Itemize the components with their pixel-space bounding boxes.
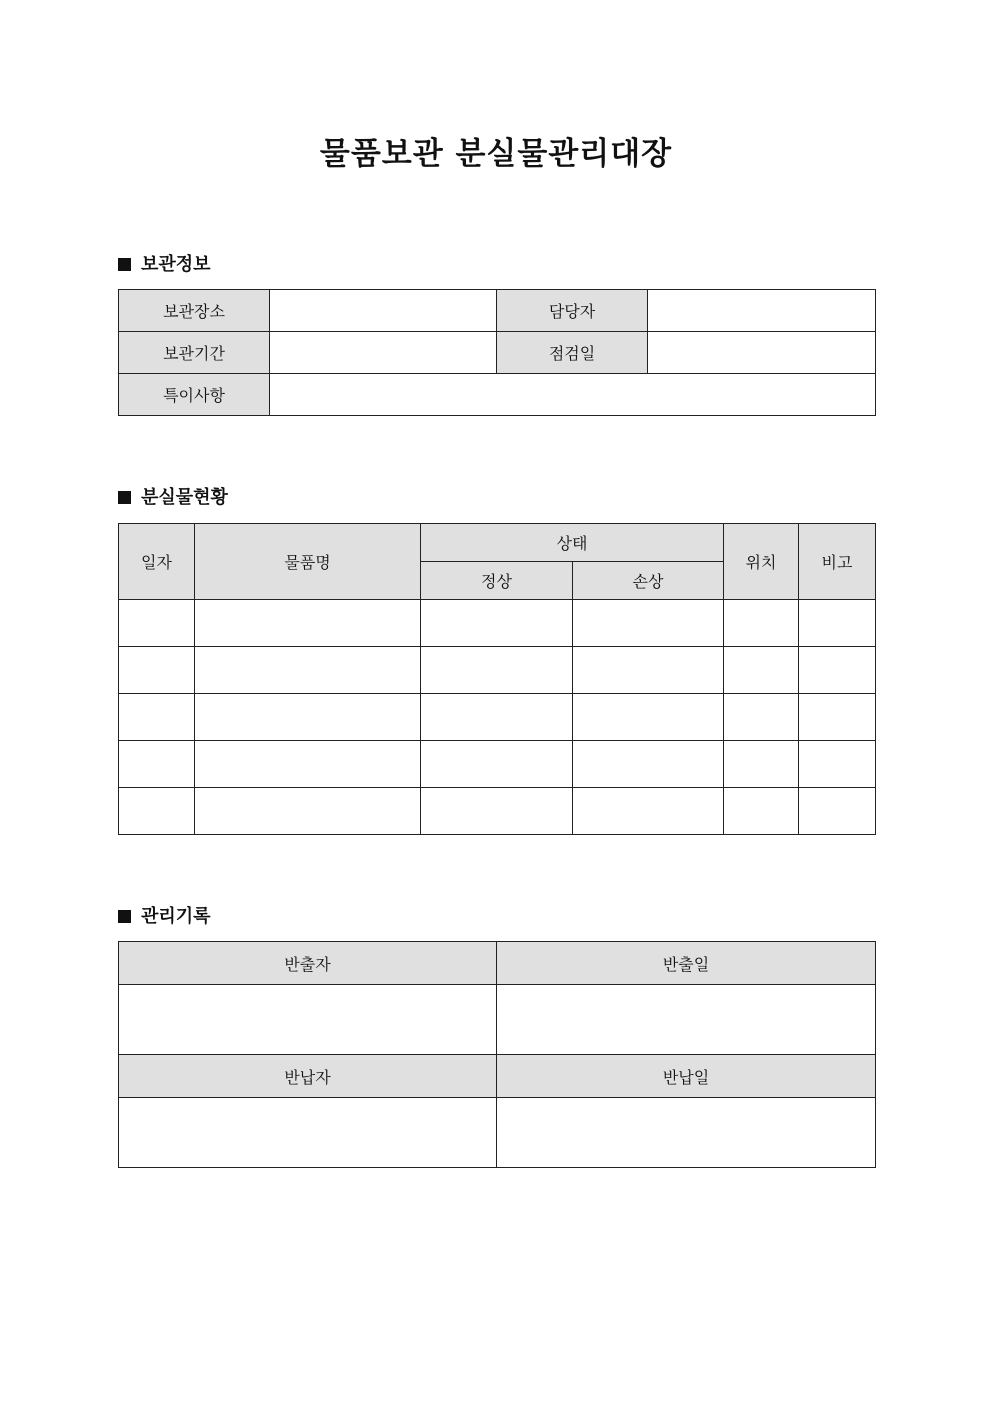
location-cell[interactable] bbox=[724, 694, 799, 741]
inspection-date-field[interactable] bbox=[648, 332, 876, 374]
management-record-table bbox=[118, 941, 876, 1168]
col-header-condition: 상태 bbox=[421, 524, 724, 562]
location-cell[interactable] bbox=[724, 788, 799, 835]
table-row bbox=[119, 694, 876, 741]
record-header-row bbox=[119, 1055, 876, 1098]
lost-section-title: 분실물현황 bbox=[141, 487, 228, 508]
damaged-cell[interactable] bbox=[573, 647, 724, 694]
remarks-label: 특이사항 bbox=[119, 374, 270, 416]
damaged-cell[interactable] bbox=[573, 694, 724, 741]
storage-info-row bbox=[119, 374, 876, 416]
checkout-person-label: 반출자 bbox=[119, 942, 497, 985]
note-cell[interactable] bbox=[799, 647, 876, 694]
storage-period-label: 보관기간 bbox=[119, 332, 270, 374]
storage-location-label: 보관장소 bbox=[119, 290, 270, 332]
lost-section-heading bbox=[118, 485, 228, 511]
normal-cell[interactable] bbox=[421, 741, 573, 788]
col-header-normal: 정상 bbox=[421, 562, 573, 600]
return-date-label: 반납일 bbox=[497, 1055, 876, 1098]
storage-period-field[interactable] bbox=[270, 332, 497, 374]
col-header-note: 비고 bbox=[799, 524, 876, 600]
date-cell[interactable] bbox=[119, 788, 195, 835]
storage-location-field[interactable] bbox=[270, 290, 497, 332]
date-cell[interactable] bbox=[119, 694, 195, 741]
table-row bbox=[119, 741, 876, 788]
checkout-person-field[interactable] bbox=[119, 985, 497, 1055]
damaged-cell[interactable] bbox=[573, 788, 724, 835]
document-title: 물품보관 분실물관리대장 bbox=[319, 136, 673, 172]
normal-cell[interactable] bbox=[421, 647, 573, 694]
note-cell[interactable] bbox=[799, 694, 876, 741]
manager-label: 담당자 bbox=[497, 290, 648, 332]
storage-info-row bbox=[119, 290, 876, 332]
lost-items-table bbox=[118, 523, 876, 835]
record-section-title: 관리기록 bbox=[141, 906, 211, 927]
storage-info-table bbox=[118, 289, 876, 416]
checkout-date-label: 반출일 bbox=[497, 942, 876, 985]
col-header-item-name: 물품명 bbox=[195, 524, 421, 600]
return-date-field[interactable] bbox=[497, 1098, 876, 1168]
item-name-cell[interactable] bbox=[195, 741, 421, 788]
normal-cell[interactable] bbox=[421, 600, 573, 647]
note-cell[interactable] bbox=[799, 741, 876, 788]
info-section-title: 보관정보 bbox=[141, 254, 211, 275]
normal-cell[interactable] bbox=[421, 694, 573, 741]
checkout-date-field[interactable] bbox=[497, 985, 876, 1055]
return-person-label: 반납자 bbox=[119, 1055, 497, 1098]
location-cell[interactable] bbox=[724, 647, 799, 694]
date-cell[interactable] bbox=[119, 647, 195, 694]
item-name-cell[interactable] bbox=[195, 647, 421, 694]
square-bullet-icon bbox=[118, 491, 131, 504]
col-header-damaged: 손상 bbox=[573, 562, 724, 600]
lost-table-header-row bbox=[119, 524, 876, 562]
table-row bbox=[119, 600, 876, 647]
square-bullet-icon bbox=[118, 910, 131, 923]
damaged-cell[interactable] bbox=[573, 741, 724, 788]
record-section-heading bbox=[118, 904, 211, 930]
remarks-field[interactable] bbox=[270, 374, 876, 416]
record-value-row bbox=[119, 1098, 876, 1168]
item-name-cell[interactable] bbox=[195, 600, 421, 647]
item-name-cell[interactable] bbox=[195, 694, 421, 741]
date-cell[interactable] bbox=[119, 600, 195, 647]
record-value-row bbox=[119, 985, 876, 1055]
square-bullet-icon bbox=[118, 258, 131, 271]
col-header-location: 위치 bbox=[724, 524, 799, 600]
col-header-date: 일자 bbox=[119, 524, 195, 600]
return-person-field[interactable] bbox=[119, 1098, 497, 1168]
date-cell[interactable] bbox=[119, 741, 195, 788]
info-section-heading bbox=[118, 252, 211, 278]
normal-cell[interactable] bbox=[421, 788, 573, 835]
table-row bbox=[119, 788, 876, 835]
note-cell[interactable] bbox=[799, 600, 876, 647]
location-cell[interactable] bbox=[724, 600, 799, 647]
table-row bbox=[119, 647, 876, 694]
manager-field[interactable] bbox=[648, 290, 876, 332]
storage-info-row bbox=[119, 332, 876, 374]
location-cell[interactable] bbox=[724, 741, 799, 788]
record-header-row bbox=[119, 942, 876, 985]
inspection-date-label: 점검일 bbox=[497, 332, 648, 374]
note-cell[interactable] bbox=[799, 788, 876, 835]
damaged-cell[interactable] bbox=[573, 600, 724, 647]
item-name-cell[interactable] bbox=[195, 788, 421, 835]
